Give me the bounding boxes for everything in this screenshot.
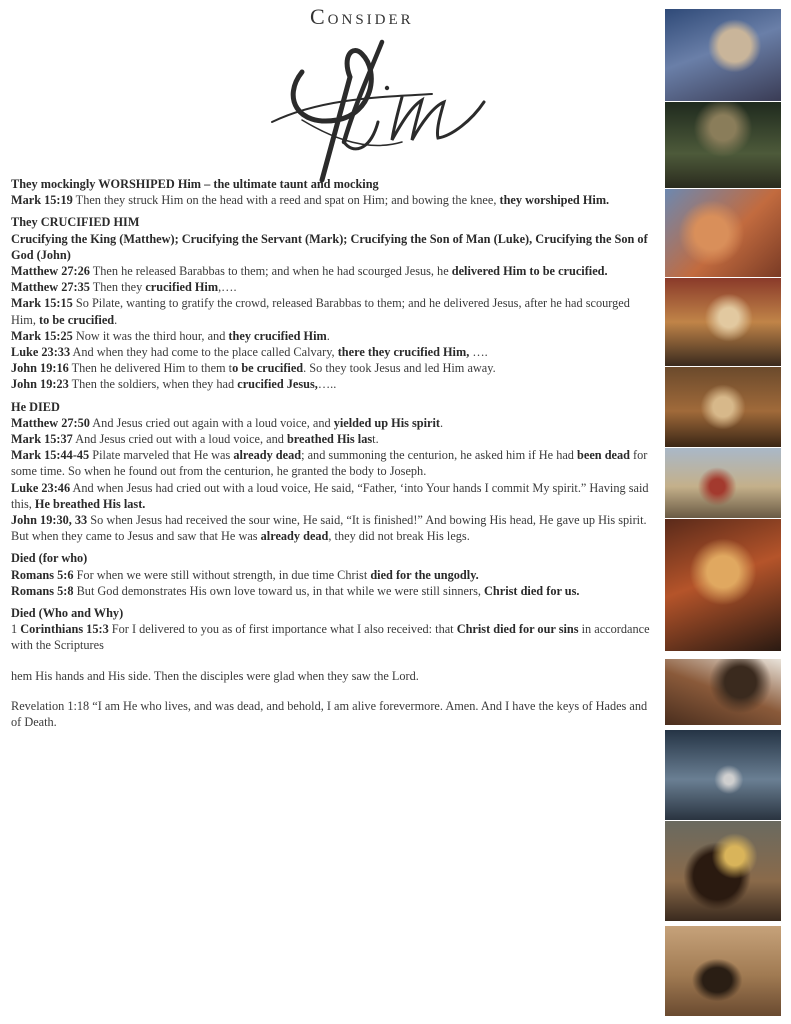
verse [11, 192, 657, 208]
verse-text-tail: ; and summoning the centurion, he asked him if He had [301, 448, 578, 463]
verse-emphasis: they worshiped Him. [499, 193, 610, 208]
verse-text: And Jesus cried out again with a loud voice, and [89, 415, 334, 430]
verse-emphasis: He breathed His last. [34, 496, 146, 511]
verse-text: And when Jesus had cried out with a loud voice, He said, “Father, ‘into Your hands I commit My spirit.” Having said this, [11, 480, 649, 511]
verse-reference: Luke 23:33 [11, 345, 71, 360]
logo-consider-text: Consider [310, 4, 414, 29]
text-fragment: hem His hands and His side. Then the disciples were glad when they saw the Lord. [11, 668, 419, 683]
verse [11, 567, 657, 583]
verse-reference: Mark 15:37 [11, 432, 73, 447]
verse-emphasis: breathed His las [286, 432, 373, 447]
soldiers-crucifying-painting [665, 519, 781, 651]
verse-reference: Matthew 27:50 [11, 415, 90, 430]
verse-reference: Mark 15:19 [11, 193, 73, 208]
verse-reference: John 19:16 [11, 361, 69, 376]
verse-reference: Mark 15:44-45 [11, 448, 90, 463]
verse [11, 279, 657, 295]
verse-emphasis: already dead [260, 529, 329, 544]
crown-of-thorns-nails-photo [665, 659, 781, 725]
verse-text: Then he released Barabbas to them; and when he had scourged Jesus, he [89, 264, 452, 279]
verse [11, 360, 657, 376]
verse-text: But God demonstrates His own love toward us, in that while we were still sinners, [73, 583, 485, 598]
verse-reference: Matthew 27:35 [11, 280, 90, 295]
verse-text-tail: . [440, 415, 444, 430]
section-heading: They mockingly WORSHIPED Him – the ultimate taunt and mocking [11, 177, 379, 191]
verse-text: Then the soldiers, when they had [68, 377, 238, 392]
verse-reference: Matthew 27:26 [11, 264, 90, 279]
verse-text: Then they struck Him on the head with a reed and spat on Him; and bowing the knee, [72, 193, 500, 208]
verse [11, 431, 657, 447]
verse-text-tail: . [114, 312, 118, 327]
verse-text-tail: . [326, 328, 330, 343]
section-heading: He DIED [11, 399, 60, 414]
logo-him-script [262, 2, 522, 192]
verse-emphasis: o be crucified [232, 361, 304, 376]
verse-reference: John 19:23 [11, 377, 69, 392]
verse-emphasis: Christ died for our sins [456, 622, 579, 637]
verse [11, 512, 657, 544]
crowd-before-pilate-painting [665, 278, 781, 366]
verse-text-tail: ….. [317, 377, 337, 392]
section-heading: Died (Who and Why) [11, 606, 124, 621]
verse-reference: Mark 15:15 [11, 296, 73, 311]
verse-text: And when they had come to the place called Calvary, [70, 345, 338, 360]
verse [11, 415, 657, 431]
verse-reference: Romans 5:6 [11, 567, 74, 582]
verse-emphasis: there they crucified Him, [337, 345, 470, 360]
verse [11, 447, 657, 479]
verse-text-tail: . So they took Jesus and led Him away. [303, 361, 496, 376]
verse-text: Then he delivered Him to them t [68, 361, 233, 376]
verse-text: So when Jesus had received the sour wine, He said, “It is finished!” And bowing His head, He gave up His spirit. But when they came to Jesus and saw that He was [11, 513, 647, 544]
verse-emphasis: already dead [233, 448, 302, 463]
verse [11, 344, 657, 360]
sponge-sour-wine-photo [665, 821, 781, 921]
verse-text: For I delivered to you as of first importance what I also received: that [108, 622, 457, 637]
verse-emphasis: died for the ungodly. [370, 567, 479, 582]
verse-reference: Corinthians 15:3 [20, 622, 109, 637]
verse-text-tail: …. [469, 345, 488, 360]
scripture-content [11, 176, 657, 730]
verse-emphasis: crucified Jesus, [237, 377, 318, 392]
section-heading: Died (for who) [11, 551, 88, 566]
verse [11, 295, 657, 327]
verse-text-tail: t. [372, 432, 379, 447]
section-heading: They CRUCIFIED HIM [11, 215, 140, 230]
closing-verse: Revelation 1:18 “I am He who lives, and was dead, and behold, I am alive forevermore. Amen. And I have the keys of Hades and of Death. [11, 698, 648, 730]
cross-stormy-sky-photo [665, 730, 781, 820]
soldiers-leading-jesus-painting [665, 367, 781, 447]
verse-text-tail: in accordance with the Scriptures [11, 622, 650, 653]
verse-reference: Luke 23:46 [11, 480, 71, 495]
verse-text: And Jesus cried out with a loud voice, and [72, 432, 287, 447]
verse [11, 263, 657, 279]
section-subheading: Crucifying the King (Matthew); Crucifying the Servant (Mark); Crucifying the Son of Man (Luke), Crucifying the Son of God (John) [11, 231, 648, 262]
verse-text-tail: , they did not break His legs. [328, 529, 470, 544]
verse [11, 480, 657, 512]
verse-text: Now it was the third hour, and [72, 328, 229, 343]
jesus-praying-painting [665, 9, 781, 101]
verse-reference: Romans 5:8 [11, 583, 74, 598]
verse-emphasis: to be crucified [39, 312, 115, 327]
verse-prefix: 1 [11, 622, 21, 637]
verse-emphasis: delivered Him to be crucified. [451, 264, 608, 279]
verse-text: So Pilate, wanting to gratify the crowd, released Barabbas to them; and he delivered Jesus, after he had scourged Him, [11, 296, 630, 327]
verse [11, 376, 657, 392]
verse-reference: Mark 15:25 [11, 328, 73, 343]
verse [11, 621, 657, 653]
verse-emphasis: Christ died for us. [484, 583, 580, 598]
verse-text-tail: ,…. [218, 280, 237, 295]
pilate-presenting-jesus-painting [665, 448, 781, 518]
verse-text: Then they [89, 280, 146, 295]
verse [11, 583, 657, 599]
verse-text: For when we were still without strength, in due time Christ [73, 567, 371, 582]
verse-emphasis: yielded up His spirit [333, 415, 440, 430]
verse-text-tail: for some time. So when he found out from the centurion, he granted the body to Joseph. [11, 448, 648, 479]
verse [11, 328, 657, 344]
scourging-painting [665, 189, 781, 277]
verse-emphasis: been dead [577, 448, 630, 463]
verse-emphasis: crucified Him [145, 280, 219, 295]
verse-text: Pilate marveled that He was [89, 448, 234, 463]
crowd-at-night-painting [665, 102, 781, 188]
consider-him-logo [262, 2, 522, 192]
empty-tomb-photo [665, 926, 781, 1016]
verse-emphasis: they crucified Him [228, 328, 327, 343]
verse-reference: John 19:30, 33 [11, 513, 88, 528]
